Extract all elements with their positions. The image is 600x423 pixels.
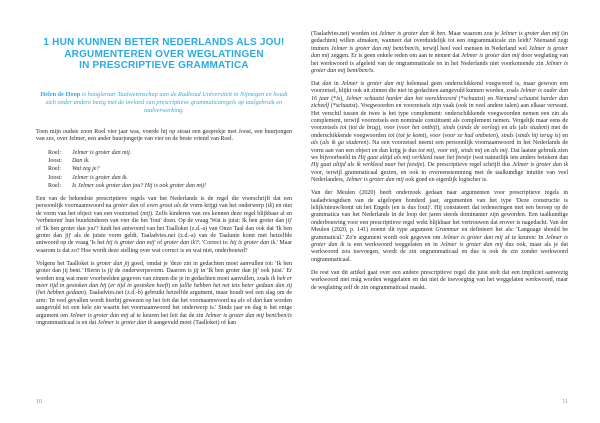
dialogue-row (48, 174, 292, 182)
dialogue-block (48, 149, 292, 190)
author-name: Helen de Hoop (40, 90, 81, 98)
chapter-title-line-1: 1 HUN KUNNEN BETER NEDERLANDS ALS JOU! (43, 37, 285, 48)
dialogue-line: Jelmer is groter dan ik. (72, 174, 128, 181)
body-paragraph-1: Toen mijn oudste zoon Roel vier jaar was, voerde hij op straat een gesprekje met Joost, een buurjongen van zes, over Jelmer, een ander buurjongetje van vier en de beste vriend van Roel. (36, 128, 292, 143)
dialogue-row (48, 149, 292, 157)
page-number-right: 11 (562, 399, 568, 405)
right-page (311, 0, 568, 423)
author-intro (36, 91, 292, 116)
dialogue-row (48, 182, 292, 190)
left-page (36, 0, 292, 423)
body-paragraph-4: (Taaladvies.net) worden tot Jelmer is groter dan ik ben. Maar waarom zou je Jelmer is groter dan mij (in gedachten) willen afmaken, wanneer dat overduidelijk tot een ongrammaticale zin leidt? Niemand zegt immers Jelmer is groter dan mij bent/ben/is, terwijl heel veel mensen in Nederland wel Jelmer is groter dan mij zeggen. Er is geen enkele reden om aan te nemen dat Jelmer is groter dan mij door weglating van het werkwoord is afgeleid van de ongrammaticale en in het Nederlands niet voorkomende zin Jelmer is groter dan mij bent/ben/is. (311, 31, 569, 75)
speaker-label: Roel: (48, 166, 61, 173)
speaker-label: Roel: (48, 182, 61, 189)
body-paragraph-3: Volgens het Taalloket is groter dan jij goed, omdat je 'deze zin in gedachten moet aanvullen tot: 'Ik ben groter dan jij bent.' Hierin is jij de onderwerpsvorm. Daarom is jij in 'Ik ben groter dan jij' ook juist.' Er worden nog wat meer voorbeelden gegeven van zinnen die je in gedachten moet aanvullen, zoals ik heb er meer tijd in gestoken dan hij (er tijd in gestoken heeft) en jullie hebben het net iets beter gedaan dan zij (het hebben gedaan). Taaladvies.net (z.d.-b) gebruikt hetzelfde argument, maar houdt wel een slag om de arm: 'In veel gevallen wordt hierbij gewezen op het feit dat het voornaamwoord na als of dan kan worden aangevuld tot een hele zin waarin het voornaamwoord het onderwerp is.' Sinds jaar en dag is het enige argument om Jelmer is groter dan mij af te keuren het feit dat de zin Jelmer is groter dan mij bent/ben/is ongrammaticaal is en dat Jelmer is groter dan ik aangevuld moet (Taalloket) of kan (36, 260, 293, 327)
page-number-left: 10 (36, 399, 42, 405)
chapter-title-line-3: IN PRESCRIPTIEVE GRAMMATICA (79, 60, 249, 71)
dialogue-line: Jelmer is groter dan mij. (72, 150, 132, 157)
body-paragraph-7: De rest van dit artikel gaat over een andere prescriptieve regel die juist stelt dat een impliciet aanwezig werkwoord niet mág worden weggelaten en dat niet de toevoeging van het weggelaten werkwoord, maar de weglating zelf de zin ongrammaticaal maakt. (311, 269, 568, 291)
chapter-title (36, 37, 292, 72)
author-bio: is hoogleraar Taalwetenschap aan de Radboud Universiteit in Nijmegen en houdt zich onder andere bezig met de invloed van prescriptieve grammaticaregels op taalgebruik en taalverwerking. (45, 90, 288, 115)
dialogue-row (48, 165, 292, 173)
speaker-label: Joost: (48, 158, 63, 165)
dialogue-row (48, 157, 292, 165)
body-paragraph-6: Van der Meulen (2020) heeft onderzoek gedaan naar argumenten voor prescriptieve regels in taaladviesgidsen van de afgelopen honderd jaar, argumenten van het type 'Deze constructie is lelijk/nieuw/komt uit het Engels (en is dus fout)'. Hij constateert dat redeneringen met een beroep op de grammatica van het Nederlands in de loop der jaren steeds dominanter zijn geworden. Een taalkundige onderbouwing voor een prescriptieve regel wekt blijkbaar het vertrouwen dat erover is nagedacht. Van der Meulen (2020, p. 141) noemt dit type argument Grammar en definieert het als: 'Language should be grammatical.' Zo'n argument wordt ook gegeven om Jelmer is groter dan mij af te keuren: In Jelmer is groter dan ik is een werkwoord weggelaten en in Jelmer is groter dan mij dus ook, maar als je dat werkwoord zou toevoegen, wordt de zin ongrammaticaal en dus is ook de zin zonder werkwoord ongrammaticaal. (311, 190, 569, 263)
body-paragraph-5: Dat dan in Jelmer is groter dan mij helemaal geen onderschikkend voegwoord is, maar gewoon een voorzetsel, blijkt ook uit zinnen die niet in gedachten aangevuld kunnen worden, zoals Jelmer is ouder dan 16 jaar (*is), Jelmer schaatst harder dan het wereldrecord (*schaatst) en Niemand schaatst harder dan zichzelf (*schaatst). Voegwoorden en voorzetsels zijn vaak (ook in veel andere talen) aan elkaar verwant. Het verschil tussen de twee is het type complement: onderschikkende voegwoorden nemen een zin als complement, terwijl voorzetsels een nominale constituent als complement nemen. Vergelijk maar eens de voorzetsels tot (tot de brug), voor (voor het ontbijt), sinds (sinds de oorlog) en als (als student) met de onderschikkende voegwoorden tot (tot je komt), voor (voor ze had ontbeten), sinds (sinds hij terug is) en als (als ik ga studeren). Na een voorzetsel neemt een persoonlijk voornaamwoord in het Nederlands de vorm aan van een object en dan krijg je dus tot mij, voor mij, sinds mij en als mij. Dat laatste gebruik zien we bijvoorbeeld in Hij gaat altijd als mij verkleed naar het feestje (wat natuurlijk iets anders betekent dan Hij gaat altijd als ik verkleed naar het feestje). De prescriptieve regel schrijft dus Jelmer is groter dan ik voor, terwijl grammaticaal gezien, en ook in overeenstemming met de taalkundige intuïtie van veel Nederlanders, Jelmer is groter dan mij ook goed en eigenlijk logischer is. (311, 80, 569, 184)
chapter-title-line-2: ARGUMENTEREN OVER WEGLATINGEN (64, 48, 264, 60)
speaker-label: Joost: (48, 174, 63, 181)
speaker-label: Roel: (48, 150, 61, 157)
dialogue-line: Dan ik. (72, 158, 90, 165)
dialogue-line: Is Jelmer ook groter dan jou? Hij is ook groter dan mij! (72, 182, 207, 189)
dialogue-line: Wat zeg je? (72, 166, 100, 173)
body-paragraph-2: Een van de bekendste prescriptieve regels van het Nederlands is de regel die voorschrijft dat een persoonlijk voornaamwoord na groter dan of even groot als de vorm krijgt van het onderwerp (ik) en niet de vorm van het object van een voorzetsel (mij). Zelfs kinderen van zes kennen deze regel blijkbaar al en 'verbeteren' hun buurkinderen van vier die het 'fout' doen. Op de vraag 'Wat is juist: Ik ben groter dan jij' of 'Ik ben groter dan jou'? luidt het antwoord van het Taalloket (z.d.-a) van Onze Taal dan ook dat 'Ik ben groter dan jij' als de juiste vorm geldt. Taaladvies.net (z.d.-a) van de Taalunie komt met hetzelfde antwoord op de vraag 'Is het hij is groter dan mij' of groter dan ik?': 'Correct is: hij is groter dan ik.' Maar waarom is dat zo? Hoe wordt deze stelling over wat correct is en wat niet, onderbouwd? (36, 196, 293, 254)
